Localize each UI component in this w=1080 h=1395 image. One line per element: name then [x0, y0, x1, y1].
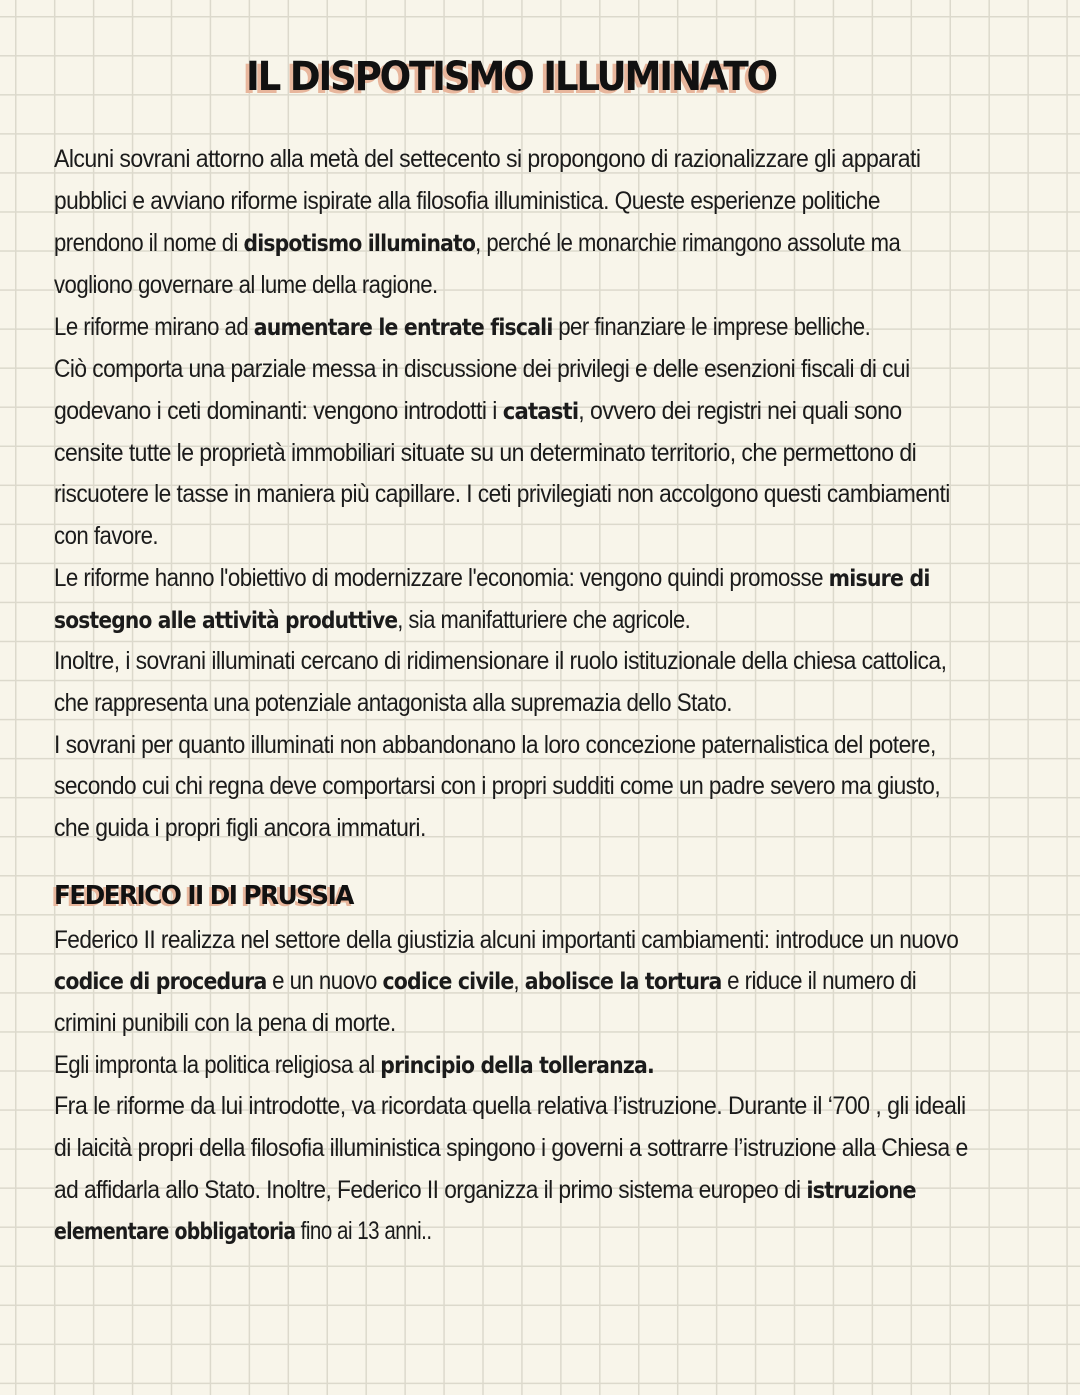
text-segment: per finanziare le imprese belliche. [552, 313, 871, 341]
text-line [54, 433, 916, 473]
text-line [54, 181, 880, 221]
text-line [54, 474, 950, 514]
text-segment: Le riforme hanno l'obiettivo di modernizzare l'economia: vengono quindi promosse [54, 564, 829, 592]
text-line [54, 1211, 432, 1251]
text-line [54, 683, 732, 723]
text-segment: , [513, 967, 525, 995]
text-segment: riscuotere le tasse in maniera più capillare. I ceti privilegiati non accolgono questi cambiamenti [54, 480, 950, 508]
text-line [54, 349, 910, 389]
text-segment: , sia manifatturiere che agricole. [397, 606, 691, 634]
text-segment: e un nuovo [266, 967, 383, 995]
text-line [54, 961, 916, 1001]
text-segment: I sovrani per quanto illuminati non abbandonano la loro concezione paternalistica del potere, [54, 731, 936, 759]
bold-keyword: catasti [502, 399, 579, 425]
text-line [54, 223, 900, 263]
text-segment: prendono il nome di [54, 229, 244, 257]
bold-keyword: codice di procedura [54, 969, 267, 995]
text-segment: ad affidarla allo Stato. Inoltre, Federico II organizza il primo sistema europeo di [54, 1176, 807, 1204]
text-line [54, 920, 958, 960]
text-line [54, 1128, 968, 1168]
text-line [54, 808, 426, 848]
bold-keyword: elementare obbligatoria [54, 1219, 296, 1245]
text-line [54, 516, 158, 556]
text-line [54, 766, 940, 806]
text-segment: fino ai 13 anni.. [295, 1217, 432, 1245]
text-segment: e riduce il numero di [721, 967, 917, 995]
bold-keyword: misure di [828, 566, 930, 592]
bold-keyword: dispotismo illuminato [243, 231, 476, 257]
text-segment: Le riforme mirano ad [54, 313, 254, 341]
text-segment: vogliono governare al lume della ragione. [54, 271, 438, 299]
text-segment: censite tutte le proprietà immobiliari situate su un determinato territorio, che permettono di [54, 439, 917, 467]
text-line [54, 558, 930, 598]
bold-keyword: sostegno alle attività produttive [54, 608, 398, 634]
bold-keyword: aumentare le entrate fiscali [253, 315, 553, 341]
text-segment: crimini punibili con la pena di morte. [54, 1009, 396, 1037]
text-line [54, 139, 920, 179]
text-segment: pubblici e avviano riforme ispirate alla filosofia illuministica. Queste esperienze politiche [54, 187, 880, 215]
text-line [54, 391, 902, 431]
text-line [54, 600, 690, 640]
text-line [54, 1086, 966, 1126]
text-segment: di laicità propri della filosofia illuministica spingono i governi a sottrarre l’istruzione alla Chiesa e [54, 1134, 968, 1162]
text-segment: Federico II realizza nel settore della giustizia alcuni importanti cambiamenti: introduce un nuovo [54, 926, 959, 954]
text-segment: che guida i propri figli ancora immaturi. [54, 814, 426, 842]
text-line [54, 1003, 396, 1043]
text-segment: Ciò comporta una parziale messa in discussione dei privilegi e delle esenzioni fiscali di cui [54, 355, 910, 383]
text-segment: Egli impronta la politica religiosa al [54, 1051, 381, 1079]
text-line [54, 265, 438, 305]
bold-keyword: principio della tolleranza. [380, 1053, 654, 1079]
text-segment: secondo cui chi regna deve comportarsi con i propri sudditi come un padre severo ma giusto, [54, 772, 941, 800]
page-title: IL DISPOTISMO ILLUMINATO [246, 54, 776, 100]
text-line [54, 641, 946, 681]
text-line [54, 1170, 916, 1210]
text-line [54, 1045, 654, 1085]
text-segment: , perché le monarchie rimangono assolute ma [475, 229, 901, 257]
text-segment: Fra le riforme da lui introdotte, va ricordata quella relativa l’istruzione. Durante il ‘700 , gli ideali [54, 1092, 966, 1120]
text-line [54, 307, 870, 347]
section-heading-federico: FEDERICO II DI PRUSSIA [54, 881, 353, 911]
text-line [54, 725, 936, 765]
bold-keyword: abolisce la tortura [524, 969, 722, 995]
text-segment: godevano i ceti dominanti: vengono introdotti i [54, 397, 503, 425]
text-segment: Inoltre, i sovrani illuminati cercano di ridimensionare il ruolo istituzionale della chiesa cattolica, [54, 647, 947, 675]
text-segment: , ovvero dei registri nei quali sono [578, 397, 902, 425]
text-segment: Alcuni sovrani attorno alla metà del settecento si propongono di razionalizzare gli apparati [54, 145, 921, 173]
text-segment: che rappresenta una potenziale antagonista alla supremazia dello Stato. [54, 689, 732, 717]
text-segment: con favore. [54, 522, 159, 550]
bold-keyword: istruzione [806, 1178, 916, 1204]
bold-keyword: codice civile [382, 969, 514, 995]
